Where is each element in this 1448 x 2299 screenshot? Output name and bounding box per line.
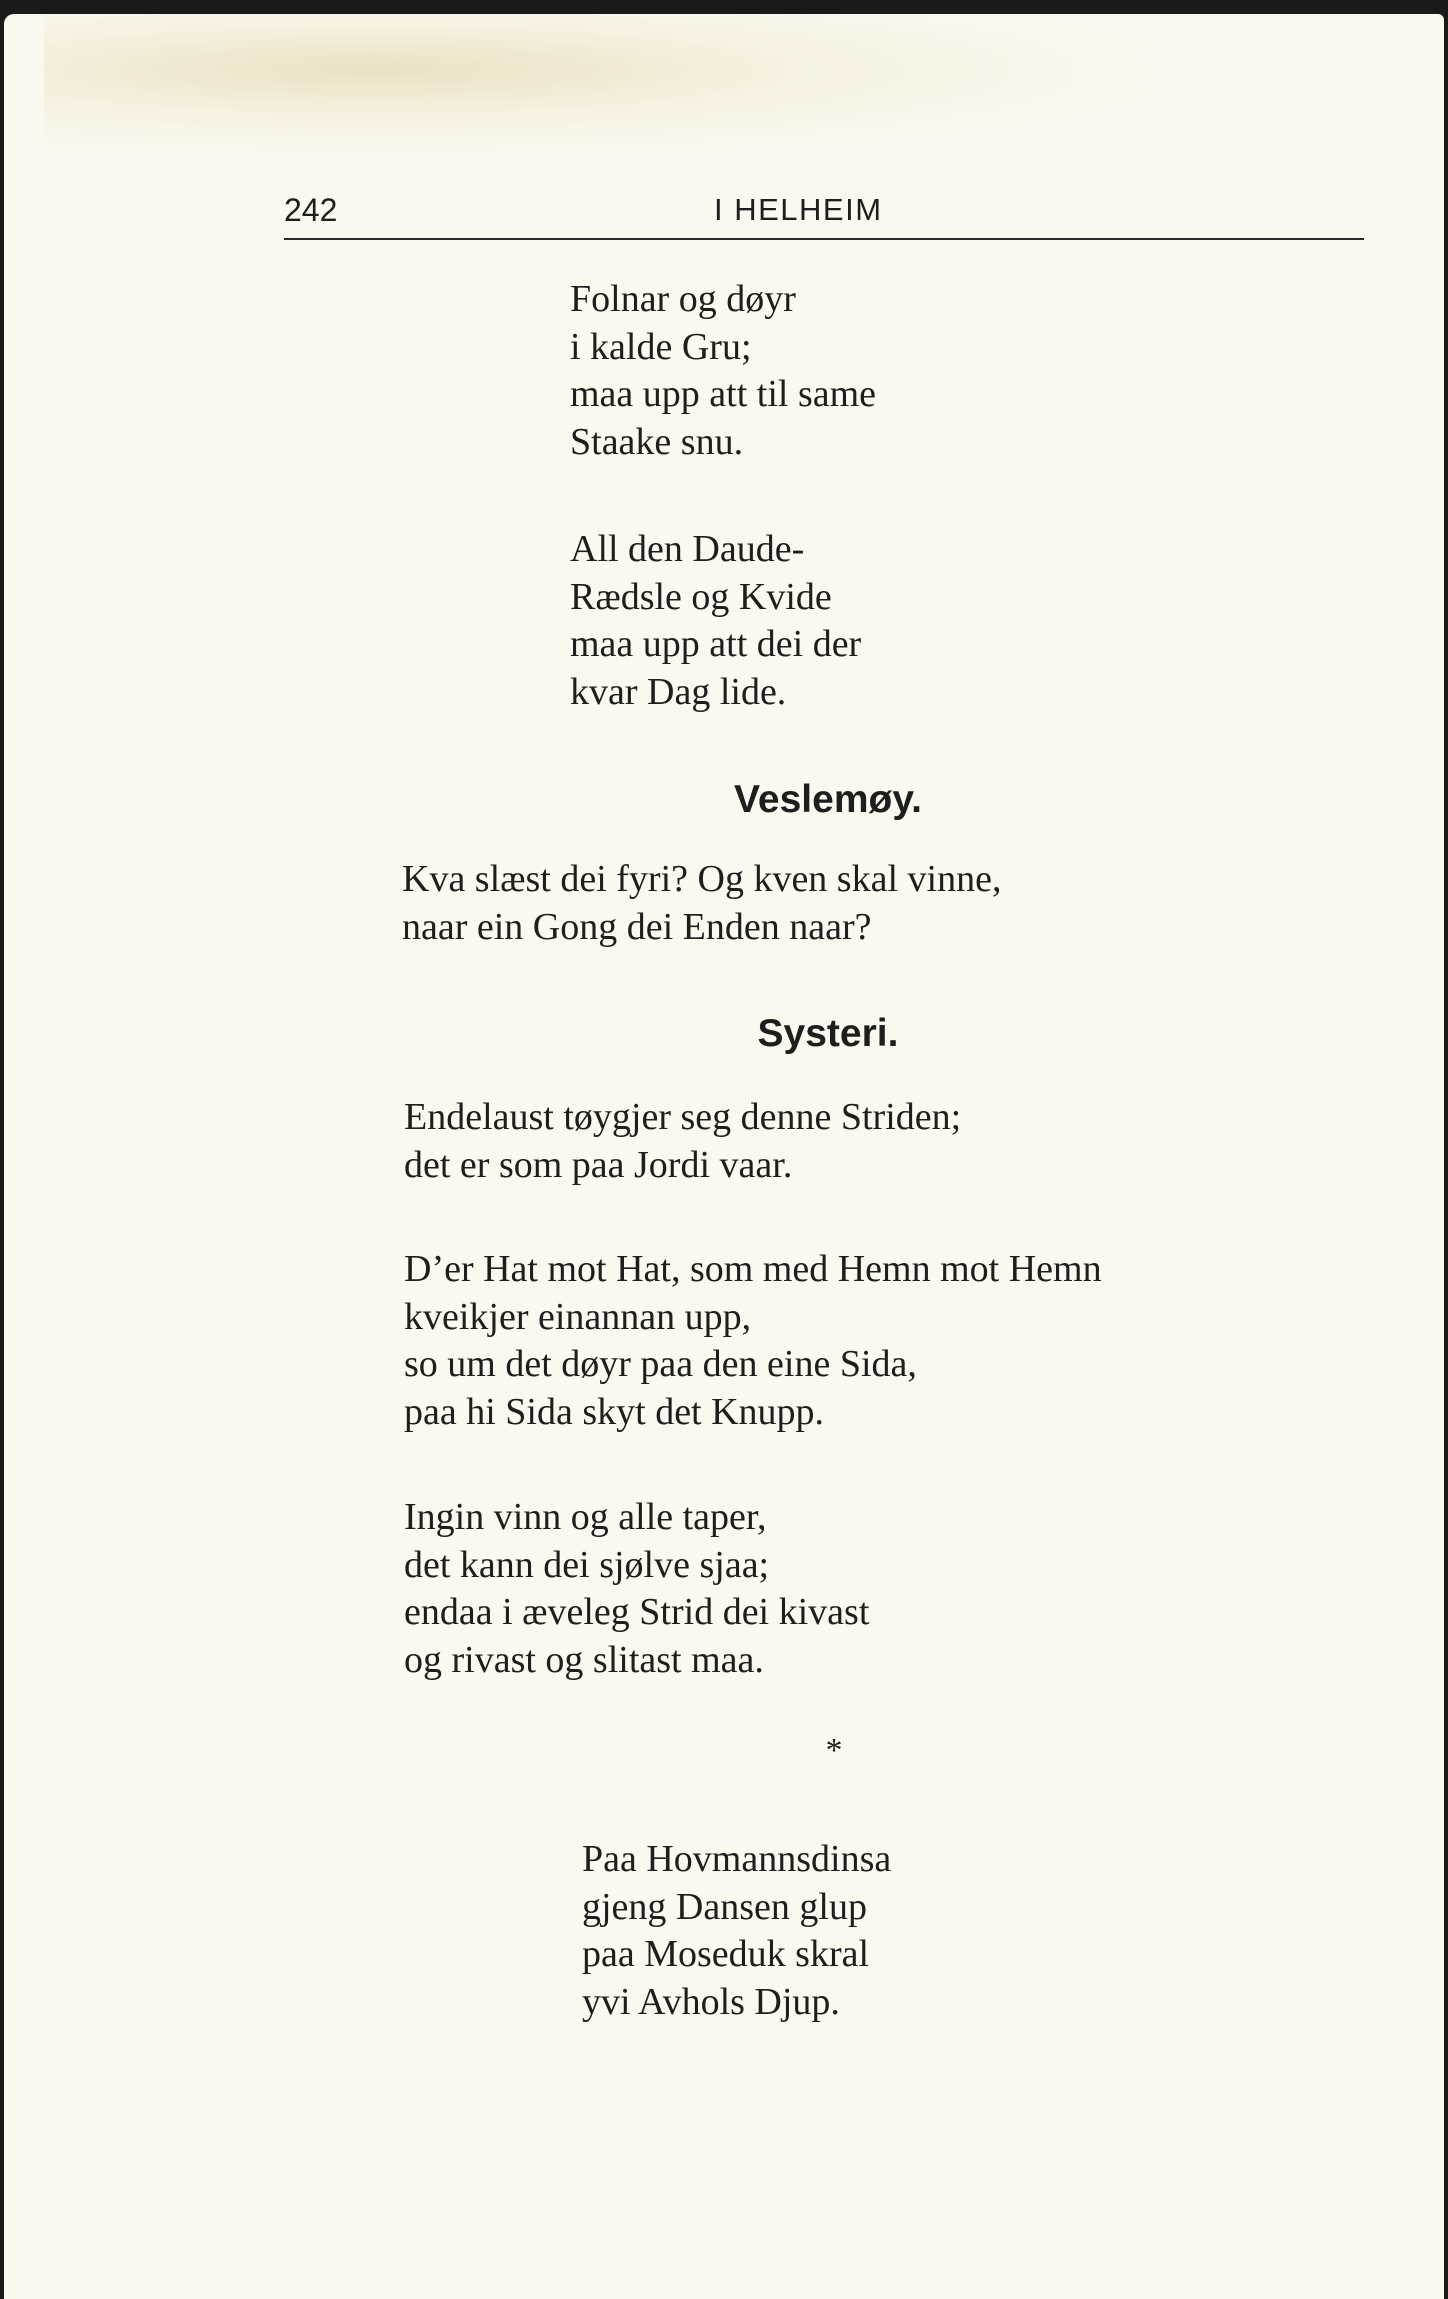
speech-systeri-stanza-1 xyxy=(404,1094,961,1189)
verse-line: Ingin vinn og alle taper, xyxy=(404,1496,767,1538)
verse-line: Paa Hovmannsdinsa xyxy=(582,1838,892,1880)
speech-systeri-stanza-3 xyxy=(404,1494,869,1684)
verse-line: so um det døyr paa den eine Sida, xyxy=(404,1343,917,1385)
verse-line: kvar Dag lide. xyxy=(570,670,787,713)
speaker-veslemoy: Veslemøy. xyxy=(734,778,922,821)
verse-line: Endelaust tøygjer seg denne Striden; xyxy=(404,1096,962,1138)
verse-line: yvi Avhols Djup. xyxy=(582,1980,840,2023)
speech-systeri-stanza-2 xyxy=(404,1246,1102,1436)
book-page xyxy=(4,14,1444,2299)
verse-line: det er som paa Jordi vaar. xyxy=(404,1143,793,1186)
verse-line: i kalde Gru; xyxy=(570,325,752,368)
verse-line: naar ein Gong dei Enden naar? xyxy=(402,905,872,948)
section-separator: * xyxy=(825,1732,843,1769)
verse-line: Staake snu. xyxy=(570,420,744,463)
verse-line: kveikjer einannan upp, xyxy=(404,1295,752,1338)
verse-line: Rædsle og Kvide xyxy=(570,575,832,618)
stanza-1 xyxy=(570,276,876,466)
verse-line: paa Moseduk skral xyxy=(582,1933,870,1975)
page-header xyxy=(284,174,1364,240)
verse-line: maa upp att dei der xyxy=(570,623,862,665)
verse-line: paa hi Sida skyt det Knupp. xyxy=(404,1390,825,1433)
verse-line: D’er Hat mot Hat, som med Hemn mot Hemn xyxy=(404,1248,1102,1290)
verse-line: det kann dei sjølve sjaa; xyxy=(404,1543,770,1586)
verse-line: All den Daude- xyxy=(570,528,805,570)
verse-line: gjeng Dansen glup xyxy=(582,1885,867,1928)
verse-line: Kva slæst dei fyri? Og kven skal vinne, xyxy=(402,858,1002,900)
running-head: I HELHEIM xyxy=(714,192,883,227)
stanza-bottom xyxy=(582,1836,891,2026)
verse-line: Folnar og døyr xyxy=(570,278,796,320)
page-number: 242 xyxy=(284,192,338,228)
stanza-2 xyxy=(570,526,861,716)
verse-line: endaa i æveleg Strid dei kivast xyxy=(404,1591,870,1633)
speaker-systeri: Systeri. xyxy=(757,1012,899,1055)
verse-line: og rivast og slitast maa. xyxy=(404,1638,764,1681)
water-stain xyxy=(44,14,1144,154)
speech-veslemoy xyxy=(402,856,1001,951)
verse-line: maa upp att til same xyxy=(570,373,877,415)
